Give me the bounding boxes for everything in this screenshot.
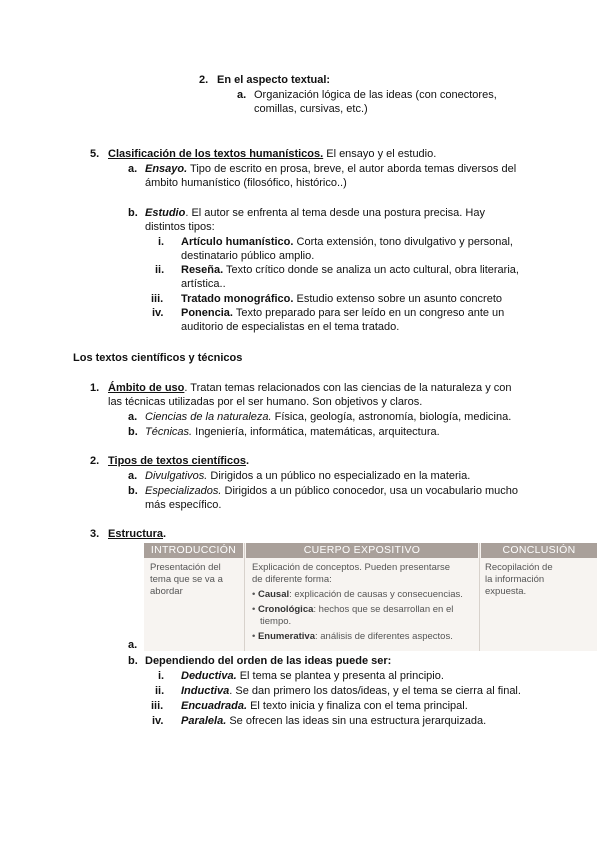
- list-marker: b.: [128, 655, 138, 667]
- list-marker: i.: [158, 670, 165, 682]
- list-marker: b.: [128, 485, 138, 497]
- list-item: [181, 684, 521, 698]
- text-line: comillas, cursivas, etc.): [254, 103, 368, 115]
- text-line: Corta extensión, tono divulgativo y personal,: [293, 236, 513, 248]
- estudio-item: [145, 206, 485, 220]
- section-title: Ámbito de uso: [108, 382, 185, 394]
- term: Reseña.: [181, 264, 224, 276]
- term: Ponencia.: [181, 307, 233, 319]
- text-line: . Tratan temas relacionados con las ciencias de la naturaleza y con: [184, 382, 512, 394]
- list-marker: a.: [128, 411, 138, 423]
- text-line: El tema se plantea y presenta al principio.: [236, 670, 444, 682]
- section-title: En el aspecto textual:: [217, 74, 331, 86]
- cell-text: : explicación de causas y consecuencias.: [289, 589, 463, 600]
- list-number: 1.: [90, 382, 100, 394]
- table-divider: [479, 543, 480, 651]
- ensayo-item: [145, 162, 516, 176]
- text-line: Estudio extenso sobre un asunto concreto: [293, 293, 502, 305]
- text-line: El texto inicia y finaliza con el tema principal.: [247, 700, 468, 712]
- term: Enumerativa: [257, 631, 315, 642]
- text-line: . El autor se enfrenta al tema desde una postura precisa. Hay: [185, 207, 485, 219]
- list-marker: ii.: [155, 264, 165, 276]
- term: Encuadrada.: [181, 700, 248, 712]
- term: Divulgativos.: [145, 470, 208, 482]
- section-title: Clasificación de los textos humanísticos.: [108, 148, 324, 160]
- text-line: Física, geología, astronomía, biología, medicina.: [271, 411, 512, 423]
- list-marker: a.: [128, 639, 138, 651]
- list-item: [181, 714, 486, 728]
- ambito-heading: [108, 381, 512, 395]
- list-marker: a.: [128, 470, 138, 482]
- punctuation: .: [245, 455, 250, 467]
- list-item: [181, 263, 519, 277]
- cell-line: de diferente forma:: [252, 574, 332, 585]
- cell-line: Presentación del: [150, 562, 221, 573]
- term: Estudio: [145, 207, 186, 219]
- punctuation: .: [163, 528, 167, 540]
- list-item: [181, 699, 468, 713]
- list-marker: iv.: [152, 307, 164, 319]
- list-number: 5.: [90, 148, 100, 160]
- section-intro: El ensayo y el estudio.: [323, 148, 437, 160]
- term: Paralela.: [181, 715, 227, 727]
- list-item: [181, 669, 444, 683]
- list-item: [181, 235, 513, 249]
- list-number: 2.: [90, 455, 100, 467]
- text-line: Texto preparado para ser leído en un congreso ante un: [232, 307, 505, 319]
- list-number: 2.: [199, 74, 209, 86]
- table-cell-intro: [150, 562, 242, 598]
- text-line: auditorio de especialistas en el tema tratado.: [181, 321, 400, 333]
- term: Especializados.: [145, 485, 222, 497]
- list-marker: a.: [128, 163, 138, 175]
- list-marker: iii.: [151, 700, 164, 712]
- table-cell-conclusion: [485, 562, 595, 598]
- term: Tratado monográfico.: [181, 293, 294, 305]
- table-header-conclusion: CONCLUSIÓN: [481, 543, 597, 558]
- list-item: [145, 410, 511, 424]
- cell-line: expuesta.: [485, 586, 527, 597]
- bullet-icon: •: [252, 631, 256, 642]
- list-marker: iv.: [152, 715, 164, 727]
- list-marker: ii.: [155, 685, 165, 697]
- term: Cronológica: [257, 604, 314, 615]
- estructura-heading: [108, 527, 166, 541]
- bullet-icon: •: [252, 589, 256, 600]
- text-line: Ingeniería, informática, matemáticas, arquitectura.: [192, 426, 440, 438]
- list-marker: b.: [128, 426, 138, 438]
- text-line: Tipo de escrito en prosa, breve, el autor aborda temas diversos del: [187, 163, 517, 175]
- text-line: Dirigidos a un público conocedor, usa un vocabulario mucho: [221, 485, 519, 497]
- cell-bullet-line: [252, 631, 478, 643]
- text-line: distintos tipos:: [145, 221, 215, 233]
- section-title: Estructura: [108, 528, 164, 540]
- cell-bullet-line: [252, 604, 478, 616]
- term: Inductiva: [181, 685, 230, 697]
- cell-line: abordar: [150, 586, 183, 597]
- section-title: Dependiendo del orden de las ideas puede ser:: [145, 655, 392, 667]
- cell-text: : hechos que se desarrollan en el: [313, 604, 454, 615]
- term: Técnicas.: [145, 426, 193, 438]
- list-item: [181, 306, 504, 320]
- page-heading: Los textos científicos y técnicos: [73, 352, 243, 364]
- cell-line: Recopilación de: [485, 562, 553, 573]
- list-number: 3.: [90, 528, 100, 540]
- section-title: Tipos de textos científicos: [108, 455, 246, 467]
- term: Artículo humanístico.: [181, 236, 294, 248]
- text-line: Dirigidos a un público no especializado en la materia.: [207, 470, 471, 482]
- text-line: Se ofrecen las ideas sin una estructura jerarquizada.: [226, 715, 487, 727]
- bullet-icon: •: [252, 604, 256, 615]
- cell-line: tiempo.: [260, 616, 292, 627]
- term: Ciencias de la naturaleza.: [145, 411, 272, 423]
- tipos-heading: [108, 454, 249, 468]
- text-line: más específico.: [145, 499, 222, 511]
- cell-line: la información: [485, 574, 545, 585]
- table-header-intro: INTRODUCCIÓN: [144, 543, 243, 558]
- list-item: [181, 292, 502, 306]
- term: Deductiva.: [181, 670, 237, 682]
- list-item: [145, 469, 470, 483]
- list-marker: i.: [158, 236, 165, 248]
- table-header-body: CUERPO EXPOSITIVO: [246, 543, 478, 558]
- text-line: artística..: [181, 278, 226, 290]
- list-marker: b.: [128, 207, 138, 219]
- cell-bullet-line: [252, 589, 478, 601]
- text-line: . Se dan primero los datos/ideas, y el tema se cierra al final.: [229, 685, 521, 697]
- list-item: [145, 425, 440, 439]
- text-line: ámbito humanístico (filosófico, histórico..): [145, 177, 347, 189]
- cell-text: : análisis de diferentes aspectos.: [315, 631, 453, 642]
- list-marker: a.: [237, 89, 247, 101]
- list-marker: iii.: [151, 293, 164, 305]
- cell-line: Explicación de conceptos. Pueden presentarse: [252, 562, 451, 573]
- text-line: Texto crítico donde se analiza un acto cultural, obra literaria,: [223, 264, 519, 276]
- text-line: Organización lógica de las ideas (con conectores,: [254, 89, 497, 101]
- cell-line: tema que se va a: [150, 574, 223, 585]
- table-cell-body: [252, 562, 478, 643]
- structure-table: [144, 543, 597, 651]
- text-line: las técnicas utilizadas por el ser humano. Son objetivos y claros.: [108, 396, 423, 408]
- term: Causal: [257, 589, 290, 600]
- term: Ensayo.: [145, 163, 188, 175]
- list-item: [145, 484, 518, 498]
- table-divider: [244, 543, 245, 651]
- section-5-heading: [108, 147, 436, 161]
- text-line: destinatario público amplio.: [181, 250, 315, 262]
